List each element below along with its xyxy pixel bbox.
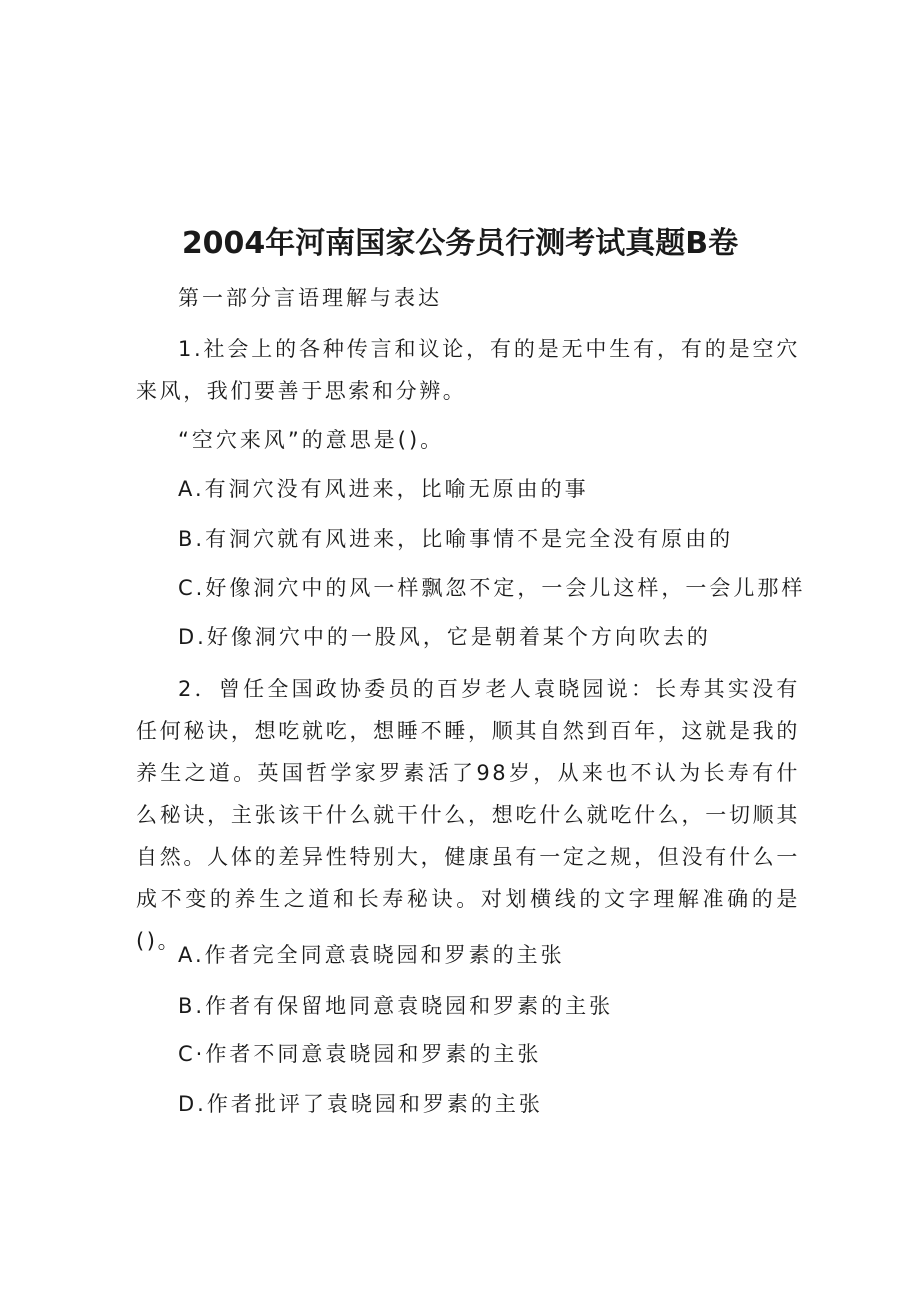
question-2-option-b: B.作者有保留地同意袁晓园和罗素的主张: [178, 994, 614, 1018]
question-1-option-a: A.有洞穴没有风进来，比喻无原由的事: [178, 477, 589, 501]
question-1-prompt: “空穴来风”的意思是()。: [178, 428, 445, 452]
section-heading: 第一部分言语理解与表达: [178, 286, 442, 310]
question-1-option-b: B.有洞穴就有风进来，比喻事情不是完全没有原由的: [178, 527, 734, 551]
question-1-stem: 1.社会上的各种传言和议论，有的是无中生有，有的是空穴来风，我们要善于思索和分辨。: [136, 337, 800, 403]
document-title: 2004年河南国家公务员行测考试真题B卷: [181, 226, 739, 261]
question-1-option-d: D.好像洞穴中的一股风，它是朝着某个方向吹去的: [178, 625, 711, 649]
question-2-option-a: A.作者完全同意袁晓园和罗素的主张: [178, 943, 565, 967]
question-2-option-d: D.作者批评了袁晓园和罗素的主张: [178, 1092, 543, 1116]
question-2-stem: 2．曾任全国政协委员的百岁老人袁晓园说：长寿其实没有任何秘诀，想吃就吃，想睡不睡，顺其自然到百年，这就是我的养生之道。英国哲学家罗素活了98岁，从来也不认为长寿有什么秘诀，主张该干什么就干什么，想吃什么就吃什么，一切顺其自然。人体的差异性特别大，健康虽有一定之规，但没有什么一成不变的养生之道和长寿秘诀。对划横线的文字理解准确的是()。: [136, 677, 800, 953]
question-1-option-c: C.好像洞穴中的风一样飘忽不定，一会儿这样，一会儿那样: [178, 576, 806, 600]
question-2-option-c: C·作者不同意袁晓园和罗素的主张: [178, 1042, 542, 1066]
